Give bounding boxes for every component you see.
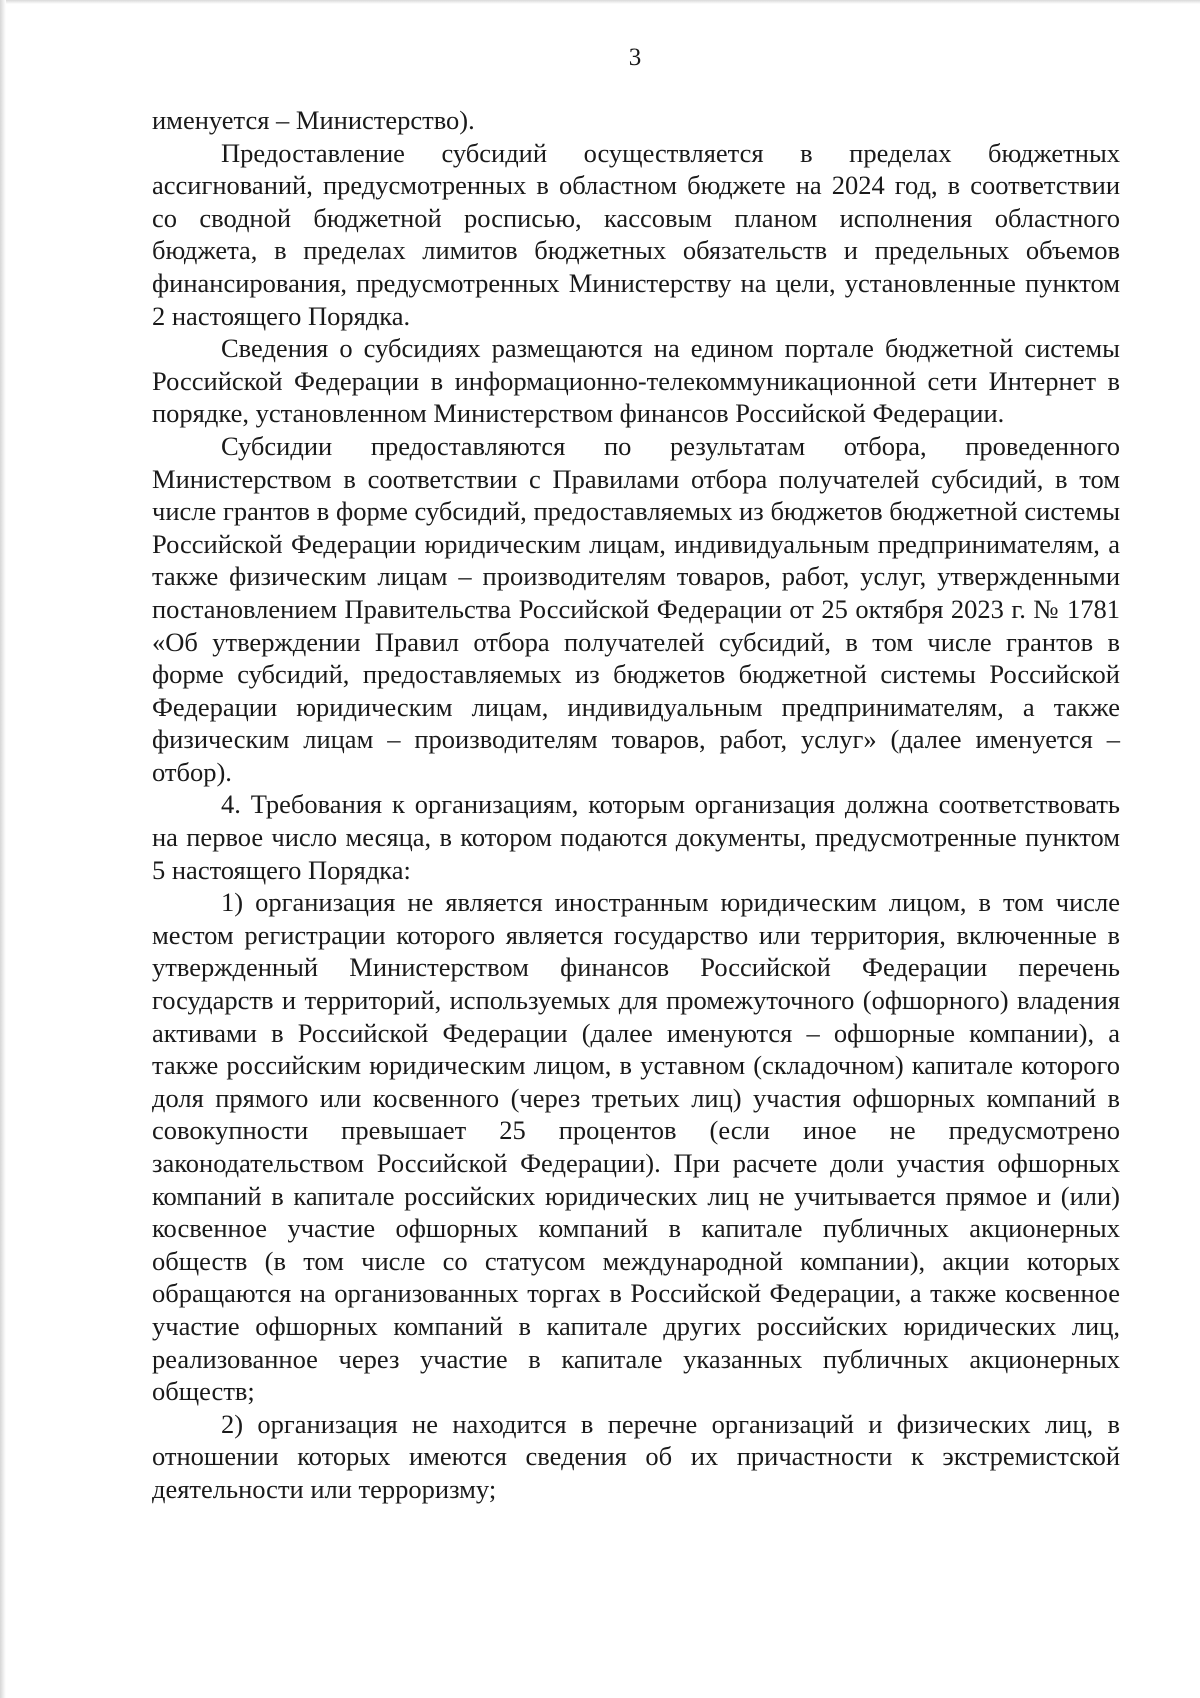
paragraph-continuation: именуется – Министерство). bbox=[152, 105, 475, 135]
paragraph-requirement-1: 1) организация не является иностранным юридическим лицом, в том числе местом регистрации которого является государство или территория, включенные в утвержденный Министерством финансов Российской Федерации перечень государств и территорий, используемых для промежуточного (офшорного) владения активами в Российской Федерации (далее именуются – офшорные компании), а также российским юридическим лицом, в уставном (складочном) капитале которого доля прямого или косвенного (через третьих лиц) участия офшорных компаний в совокупности превышает 25 процентов (если иное не предусмотрено законодательством Российской Федерации). При расчете доли участия офшорных компаний в капитале российских юридических лиц не учитывается прямое и (или) косвенное участие офшорных компаний в капитале публичных акционерных обществ (в том числе со статусом международной компании), акции которых обращаются на организованных торгах в Российской Федерации, а также косвенное участие офшорных компаний в капитале других российских юридических лиц, реализованное через участие в капитале указанных публичных акционерных обществ; bbox=[152, 887, 1120, 1407]
scan-top-edge bbox=[0, 0, 1200, 4]
page-number: 3 bbox=[628, 44, 642, 71]
paragraph-subsidy-information: Сведения о субсидиях размещаются на едином портале бюджетной системы Российской Федерации в информационно-телекоммуникационной сети Интернет в порядке, установленном Министерством финансов Российской Федерации. bbox=[152, 333, 1120, 429]
paragraph-selection-rules: Субсидии предоставляются по результатам отбора, проведенного Министерством в соответствии с Правилами отбора получателей субсидий, в том числе грантов в форме субсидий, предоставляемых из бюджетов бюджетной системы Российской Федерации юридическим лицам, индивидуальным предпринимателям, а также физическим лицам – производителям товаров, работ, услуг, утвержденными постановлением Правительства Российской Федерации от 25 октября 2023 г. № 1781 «Об утверждении Правил отбора получателей субсидий, в том числе грантов в форме субсидий, предоставляемых из бюджетов бюджетной системы Российской Федерации юридическим лицам, индивидуальным предпринимателям, а также физическим лицам – производителям товаров, работ, услуг» (далее именуется – отбор). bbox=[152, 430, 1120, 787]
document-body bbox=[152, 104, 1120, 1506]
paragraph-requirement-2: 2) организация не находится в перечне организаций и физических лиц, в отношении которых имеются сведения об их причастности к экстремистской деятельности или терроризму; bbox=[152, 1408, 1120, 1504]
paragraph-subsidy-provision: Предоставление субсидий осуществляется в пределах бюджетных ассигнований, предусмотренных в областном бюджете на 2024 год, в соответствии со сводной бюджетной росписью, кассовым планом исполнения областного бюджета, в пределах лимитов бюджетных обязательств и предельных объемов финансирования, предусмотренных Министерству на цели, установленные пунктом 2 настоящего Порядка. bbox=[152, 137, 1120, 331]
scan-left-edge bbox=[0, 0, 6, 1698]
paragraph-requirements-heading: 4. Требования к организациям, которым организация должна соответствовать на первое число месяца, в котором подаются документы, предусмотренные пунктом 5 настоящего Порядка: bbox=[152, 789, 1120, 885]
